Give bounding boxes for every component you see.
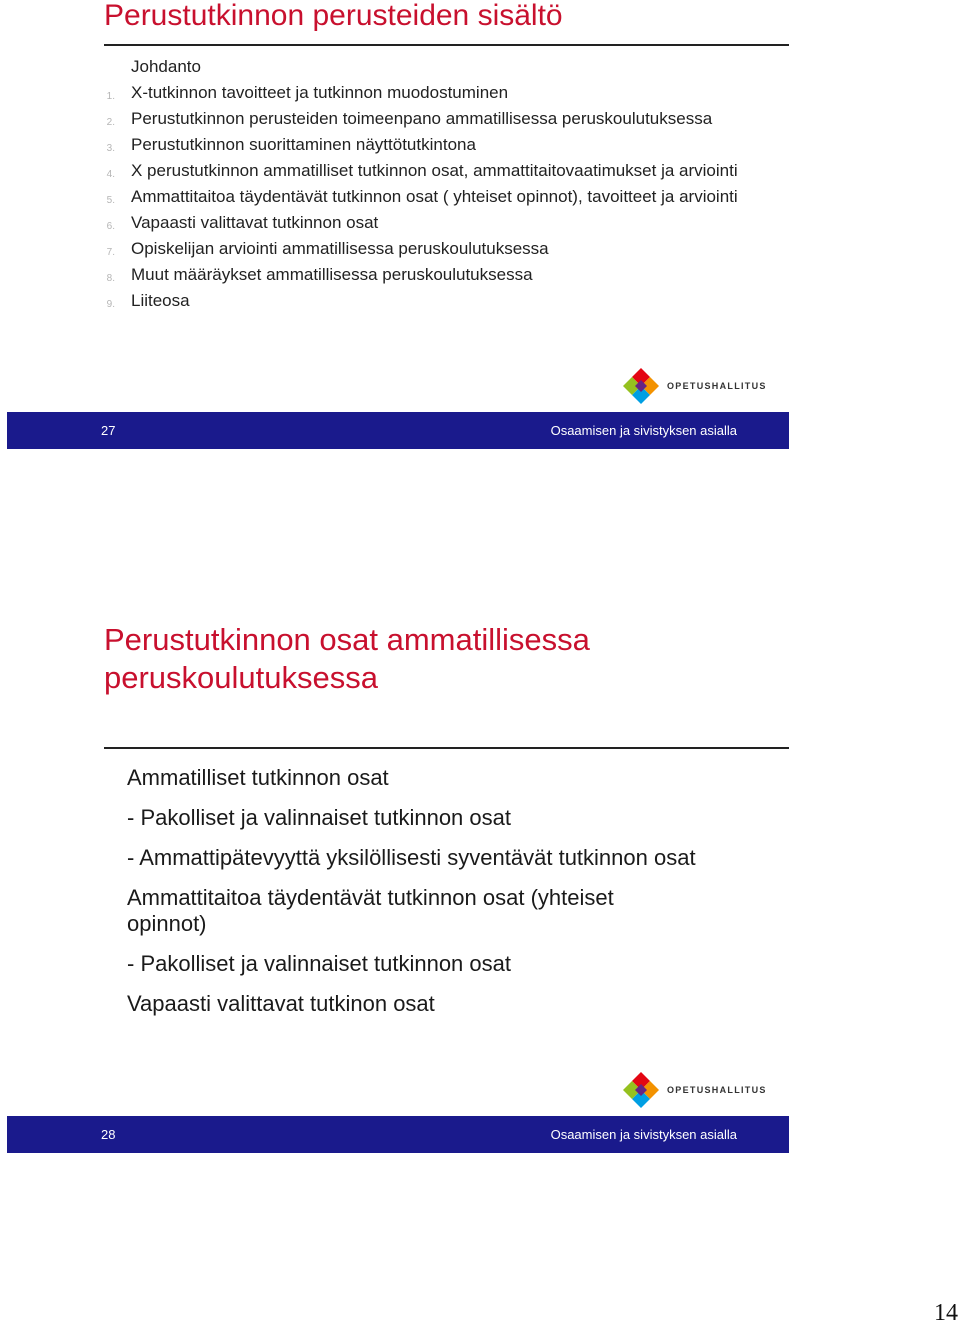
list-item: - Ammattipätevyyttä yksilöllisesti syventävät tutkinnon osat	[127, 845, 696, 870]
toc-text: X-tutkinnon tavoitteet ja tutkinnon muodostuminen	[131, 83, 509, 102]
document-page-number: 14	[934, 1300, 958, 1326]
slide-27	[0, 0, 960, 450]
toc-number: 5.	[106, 195, 115, 206]
list-item: Ammatilliset tutkinnon osat	[127, 765, 389, 790]
table-of-contents	[97, 58, 747, 309]
toc-item	[97, 266, 747, 283]
toc-number: 1.	[106, 91, 115, 102]
toc-text: Johdanto	[131, 57, 201, 76]
slide-title: Perustutkinnon osat ammatillisessa peruskoulutuksessa	[104, 622, 590, 695]
footer-motto: Osaamisen ja sivistyksen asialla	[550, 1127, 737, 1142]
toc-text: X perustutkinnon ammatilliset tutkinnon osat, ammattitaitovaatimukset ja arviointi	[131, 161, 738, 180]
toc-item	[97, 188, 747, 205]
toc-item	[97, 58, 747, 75]
toc-text: Opiskelijan arviointi ammatillisessa peruskoulutuksessa	[131, 239, 549, 258]
opetushallitus-logo	[621, 1070, 767, 1110]
list-item: - Pakolliset ja valinnaiset tutkinnon osat	[127, 805, 511, 830]
toc-number: 3.	[106, 143, 115, 154]
title-divider	[104, 44, 789, 46]
toc-text: Muut määräykset ammatillisessa peruskoulutuksessa	[131, 265, 533, 284]
footer-bar	[7, 412, 789, 449]
diamond-logo-icon	[621, 366, 661, 406]
toc-number: 7.	[106, 247, 115, 258]
toc-item	[97, 110, 747, 127]
toc-number: 9.	[106, 299, 115, 310]
toc-text: Perustutkinnon perusteiden toimeenpano ammatillisessa peruskoulutuksessa	[131, 109, 713, 128]
list-item: - Pakolliset ja valinnaiset tutkinnon osat	[127, 951, 511, 976]
slide-28	[0, 600, 960, 1160]
list-item: Vapaasti valittavat tutkinon osat	[127, 991, 435, 1016]
footer-motto: Osaamisen ja sivistyksen asialla	[550, 423, 737, 438]
title-divider	[104, 747, 789, 749]
logo-wordmark: OPETUSHALLITUS	[667, 381, 767, 391]
toc-item	[97, 162, 747, 179]
logo-wordmark: OPETUSHALLITUS	[667, 1085, 767, 1095]
toc-item	[97, 292, 747, 309]
toc-number: 6.	[106, 221, 115, 232]
list-item: Ammattitaitoa täydentävät tutkinnon osat (yhteiset opinnot)	[127, 885, 614, 936]
slide-number: 27	[101, 423, 116, 438]
toc-item	[97, 214, 747, 231]
content-list	[127, 765, 727, 1031]
toc-item	[97, 240, 747, 257]
toc-text: Liiteosa	[131, 291, 190, 310]
toc-text: Vapaasti valittavat tutkinnon osat	[131, 213, 379, 232]
toc-number: 8.	[106, 273, 115, 284]
toc-text: Ammattitaitoa täydentävät tutkinnon osat ( yhteiset opinnot), tavoitteet ja arviointi	[131, 187, 738, 206]
toc-number: 4.	[106, 169, 115, 180]
slide-title: Perustutkinnon perusteiden sisältö	[104, 0, 563, 32]
toc-number: 2.	[106, 117, 115, 128]
toc-item	[97, 136, 747, 153]
toc-item	[97, 84, 747, 101]
diamond-logo-icon	[621, 1070, 661, 1110]
slide-number: 28	[101, 1127, 116, 1142]
toc-text: Perustutkinnon suorittaminen näyttötutkintona	[131, 135, 476, 154]
opetushallitus-logo	[621, 366, 767, 406]
footer-bar	[7, 1116, 789, 1153]
